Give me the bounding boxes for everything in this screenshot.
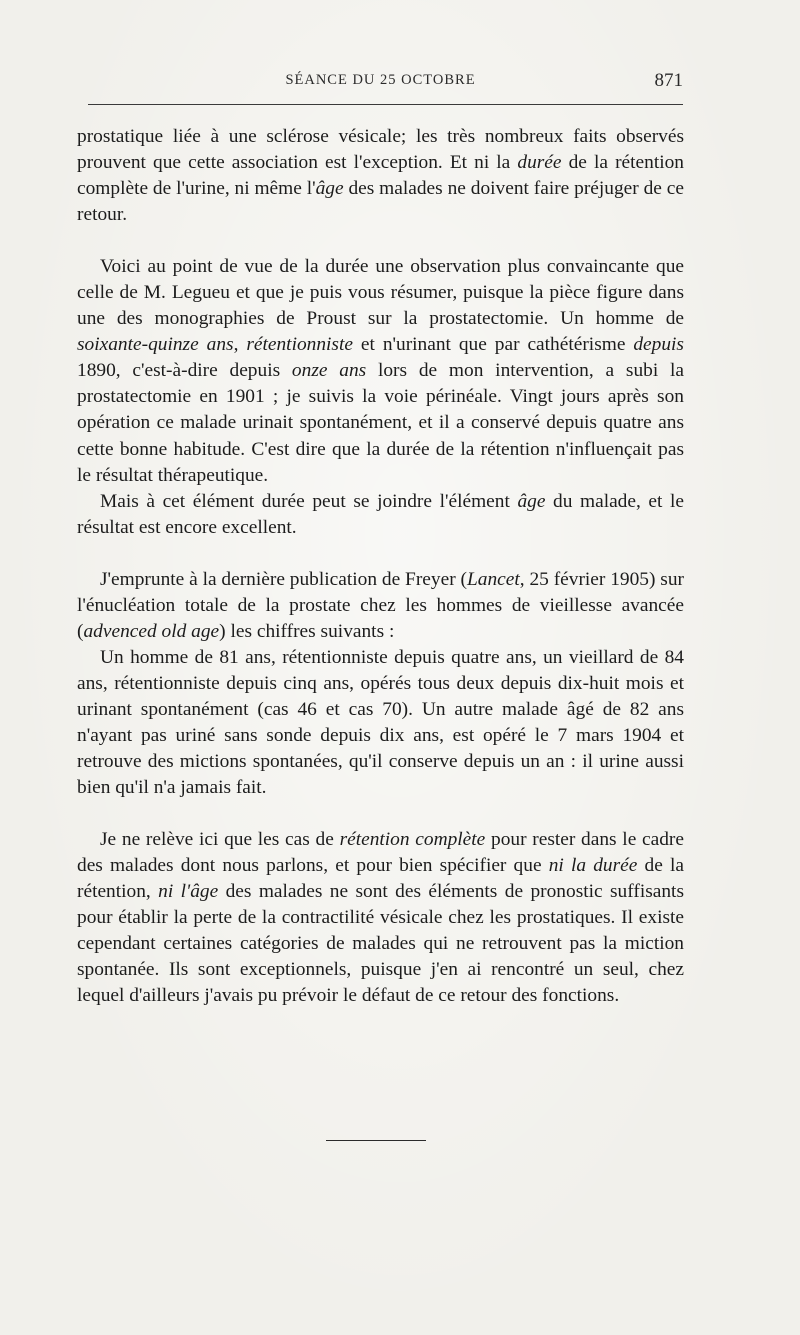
text-span: pour rester dans le cadre des malades dont nous parlons, et pour bien spécifier que	[77, 829, 684, 877]
italic-span: depuis	[633, 334, 684, 356]
italic-span: advenced old age	[83, 620, 220, 642]
text-span: des malades ne doivent faire préjuger de ce retour.	[77, 178, 684, 226]
text-span: prostatique liée à une sclérose vésicale; les très nombreux faits observés prouvent que cette association est l'exception. Et ni la	[77, 126, 684, 174]
paragraph-1	[77, 124, 684, 228]
page-number: 871	[654, 70, 683, 91]
italic-span: onze ans	[291, 360, 367, 382]
italic-span: Lancet	[466, 568, 520, 590]
text-span: , 25 février 1905) sur l'énucléation totale de la prostate chez les hommes de vieillesse avancée (	[77, 568, 685, 642]
italic-span: âge	[315, 178, 344, 200]
italic-span: rétentionniste	[246, 334, 353, 356]
italic-span: durée	[517, 152, 562, 174]
header-rule	[88, 104, 683, 105]
text-span: ) les chiffres suivants :	[219, 620, 395, 642]
running-title: SÉANCE DU 25 OCTOBRE	[285, 72, 476, 88]
body-text	[77, 124, 684, 1009]
text-span: de la rétention complète de l'urine, ni même l'	[77, 152, 684, 200]
italic-span: ni l'âge	[158, 881, 219, 903]
page-header	[78, 70, 683, 94]
paragraph-3	[77, 489, 684, 541]
text-span: Un homme de 81 ans, rétentionniste depuis quatre ans, un vieillard de 84 ans, rétentionniste depuis cinq ans, opérés tous deux depuis dix-huit mois et urinant spontanément (cas 46 et cas 70). Un autre malade âgé de 82 ans n'ayant pas uriné sans sonde depuis dix ans, est opéré le 7 mars 1904 et retrouve des mictions spontanées, qu'il conserve depuis un an : il urine aussi bien qu'il n'a jamais fait.	[77, 646, 684, 799]
italic-span: rétention complète	[339, 829, 486, 851]
section-end-rule	[326, 1140, 426, 1141]
paragraph-5	[77, 645, 684, 801]
text-span: lors de mon intervention, a subi la prostatectomie en 1901 ; je suivis la voie périnéale. Vingt jours après son opération ce malade urinait spontanément, et il a conservé depuis quatre ans cette bonne habitude. C'est dire que la durée de la rétention n'influençait pas le résultat thérapeutique.	[77, 360, 685, 486]
text-span: Je ne relève ici que les cas de	[100, 829, 340, 851]
text-span: J'emprunte à la dernière publication de Freyer (	[100, 568, 467, 590]
text-span: des malades ne sont des éléments de pronostic suffisants pour établir la perte de la contractilité vésicale chez les prostatiques. Il existe cependant certaines catégories de malades qui ne retrouvent pas la miction spontanée. Ils sont exceptionnels, puisque j'en ai rencontré un seul, chez lequel d'ailleurs j'avais pu prévoir le défaut de ce retour des fonctions.	[77, 881, 684, 1007]
italic-span: soixante-quinze ans	[77, 334, 234, 356]
italic-span: âge	[517, 490, 546, 512]
text-span: de la rétention,	[77, 855, 684, 903]
paragraph-2	[77, 254, 684, 488]
paragraph-4	[77, 567, 684, 645]
text-span: Mais à cet élément durée peut se joindre l'élément	[100, 490, 518, 512]
italic-span: ni la durée	[548, 855, 638, 877]
text-span: 1890, c'est-à-dire depuis	[77, 360, 292, 382]
paragraph-6	[77, 827, 684, 1009]
text-span: et n'urinant que par cathétérisme	[352, 334, 634, 356]
text-span: Voici au point de vue de la durée une observation plus convaincante que celle de M. Legueu et que je puis vous résumer, puisque la pièce figure dans une des monographies de Proust sur la prostatectomie. Un homme de	[77, 256, 684, 330]
text-span: du malade, et le résultat est encore excellent.	[77, 490, 685, 538]
text-span: ,	[233, 334, 247, 356]
